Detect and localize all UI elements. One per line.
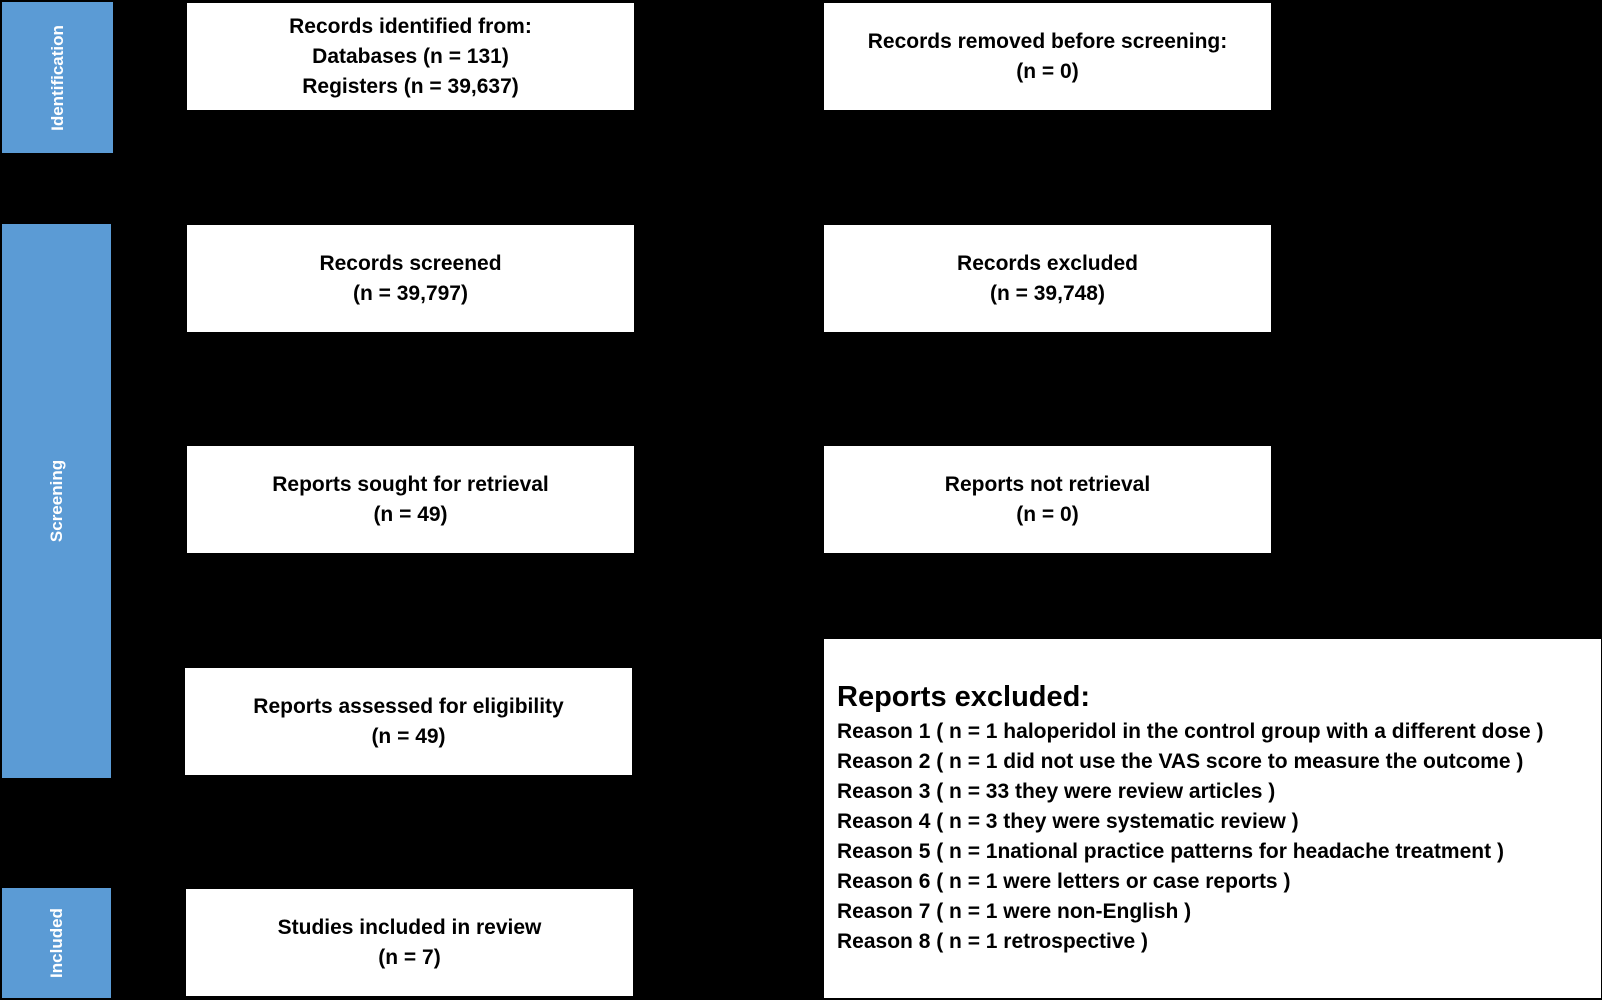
exclusion-reason-8: Reason 8 ( n = 1 retrospective ) — [837, 930, 1149, 953]
reports-assessed-title: Reports assessed for eligibility — [253, 694, 564, 718]
reports-assessed-box — [185, 668, 632, 775]
reports-not-retrieved-title: Reports not retrieval — [944, 472, 1151, 496]
records-identified-registers: Registers (n = 39,637) — [302, 74, 519, 98]
reports-not-retrieved-count: (n = 0) — [1016, 502, 1079, 526]
records-excluded-box — [824, 225, 1271, 332]
phase-included-label: Included — [46, 908, 66, 978]
reports-excluded-box — [824, 639, 1601, 998]
studies-included-title: Studies included in review — [277, 915, 542, 939]
studies-included-count: (n = 7) — [378, 945, 441, 969]
reports-sought-box — [187, 446, 634, 553]
exclusion-reason-1: Reason 1 ( n = 1 haloperidol in the control group with a different dose ) — [837, 720, 1544, 743]
exclusion-reason-3: Reason 3 ( n = 33 they were review articles ) — [837, 780, 1276, 803]
phase-screening-label: Screening — [46, 459, 66, 543]
phase-identification — [2, 2, 113, 153]
phase-identification-label: Identification — [47, 24, 67, 131]
exclusion-reason-5: Reason 5 ( n = 1national practice patterns for headache treatment ) — [837, 840, 1504, 863]
records-removed-title: Records removed before screening: — [867, 29, 1228, 53]
reports-not-retrieved-box — [824, 446, 1271, 553]
records-removed-box — [824, 3, 1271, 110]
exclusion-reason-4: Reason 4 ( n = 3 they were systematic review ) — [837, 810, 1299, 833]
records-screened-title: Records screened — [319, 251, 502, 275]
records-identified-title: Records identified from: — [289, 14, 532, 38]
phase-screening — [2, 224, 111, 778]
reports-excluded-heading: Reports excluded: — [837, 681, 1090, 713]
reports-sought-count: (n = 49) — [373, 502, 448, 526]
records-excluded-title: Records excluded — [957, 251, 1138, 275]
exclusion-reason-7: Reason 7 ( n = 1 were non-English ) — [837, 900, 1192, 923]
records-screened-box — [187, 225, 634, 332]
studies-included-box — [186, 889, 633, 996]
exclusion-reason-6: Reason 6 ( n = 1 were letters or case reports ) — [837, 870, 1291, 893]
records-excluded-count: (n = 39,748) — [990, 281, 1105, 305]
records-identified-box — [187, 3, 634, 110]
records-identified-databases: Databases (n = 131) — [312, 44, 509, 68]
reports-assessed-count: (n = 49) — [371, 724, 446, 748]
records-removed-count: (n = 0) — [1016, 59, 1079, 83]
exclusion-reason-2: Reason 2 ( n = 1 did not use the VAS score to measure the outcome ) — [837, 750, 1524, 773]
reports-sought-title: Reports sought for retrieval — [272, 472, 549, 496]
phase-included — [2, 888, 111, 998]
records-screened-count: (n = 39,797) — [353, 281, 468, 305]
